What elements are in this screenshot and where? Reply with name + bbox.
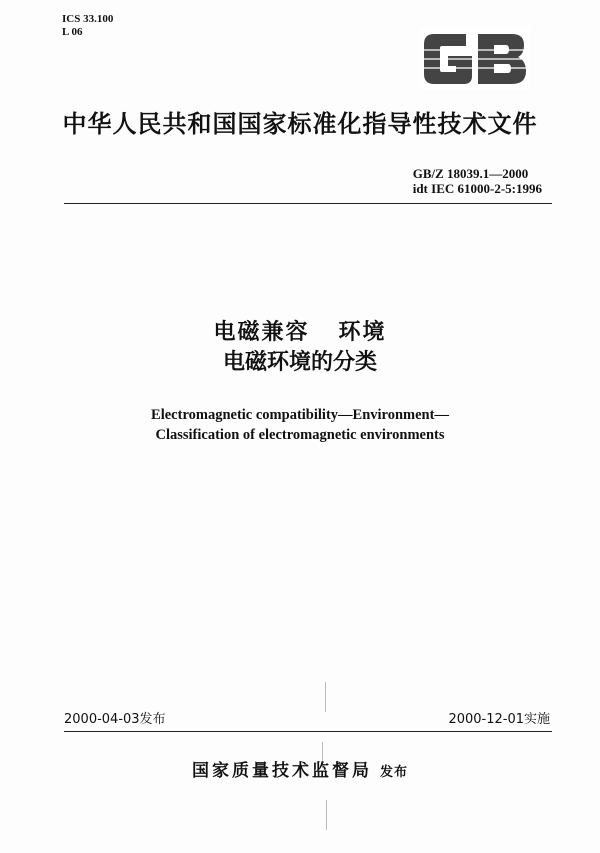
issuer-suffix: 发布 [379, 765, 408, 780]
gb-logo [420, 28, 530, 90]
scan-artifact [325, 682, 326, 712]
standard-number: GB/Z 18039.1—2000 [412, 166, 529, 181]
english-title-line-2: Classification of electromagnetic environments [155, 427, 445, 443]
equivalence-note: idt IEC 61000-2-5:1996 [412, 181, 542, 196]
footer-divider [64, 731, 552, 732]
effective-date: 2000-12-01实施 [448, 712, 550, 727]
classification-codes [62, 13, 113, 39]
issuer-name: 国家质量技术监督局 [191, 761, 372, 781]
header-divider [64, 203, 552, 204]
chinese-title [0, 318, 600, 378]
ccs-code: L 06 [62, 26, 83, 38]
issue-date: 2000-04-03发布 [64, 712, 166, 727]
english-title-line-1: Electromagnetic compatibility—Environment— [151, 407, 449, 423]
standard-number-block [413, 166, 542, 196]
english-title [0, 405, 600, 445]
scan-artifact [326, 800, 327, 830]
chinese-title-line-2: 电磁环境的分类 [222, 350, 377, 375]
ics-code: ICS 33.100 [62, 13, 114, 25]
issuing-authority [0, 756, 600, 781]
document-series-title: 中华人民共和国国家标准化指导性技术文件 [62, 110, 538, 138]
chinese-title-line-1: 电磁兼容 环境 [213, 320, 387, 345]
